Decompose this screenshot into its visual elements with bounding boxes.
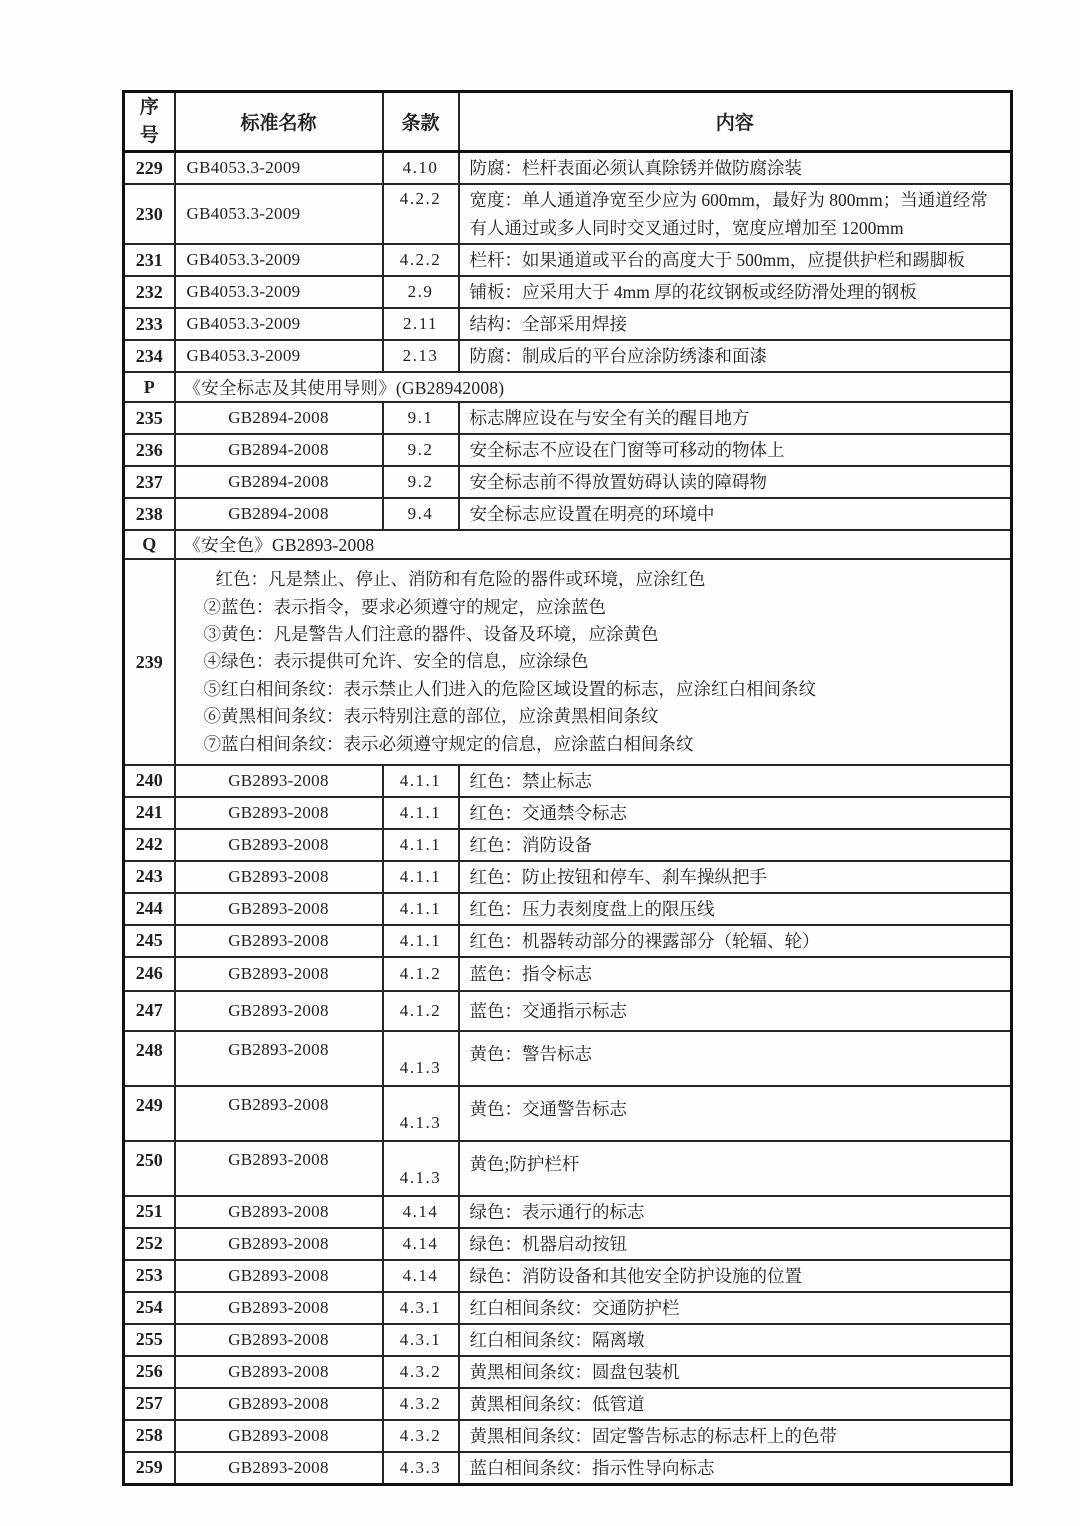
- standard-name-cell: GB2893-2008: [175, 1292, 383, 1324]
- table-row: [124, 1141, 1012, 1196]
- standard-name-cell: GB2893-2008: [175, 861, 383, 893]
- standard-name-cell: GB2894-2008: [175, 498, 383, 530]
- content-cell: 红色：消防设备: [459, 829, 1012, 861]
- clause-cell: 4.1.3: [383, 1086, 459, 1141]
- clause-cell: 4.1.1: [383, 893, 459, 925]
- content-cell: 绿色：机器启动按钮: [459, 1228, 1012, 1260]
- standard-name-cell: GB2893-2008: [175, 1420, 383, 1452]
- clause-cell: 4.1.2: [383, 991, 459, 1031]
- clause-cell: 4.1.3: [383, 1031, 459, 1086]
- table-row: [124, 1452, 1012, 1485]
- row-number-cell: 254: [124, 1292, 175, 1324]
- clause-cell: 2.13: [383, 340, 459, 372]
- table-row: [124, 957, 1012, 991]
- table-row: [124, 861, 1012, 893]
- content-cell: 黄黑相间条纹：低管道: [459, 1388, 1012, 1420]
- header-number-label: 序号: [139, 97, 159, 146]
- standards-table: [122, 90, 1013, 1486]
- row-number-cell: 242: [124, 829, 175, 861]
- row-number-cell: 235: [124, 402, 175, 434]
- clause-cell: 4.3.1: [383, 1292, 459, 1324]
- row-number-cell: 246: [124, 957, 175, 991]
- row-number-cell: 258: [124, 1420, 175, 1452]
- content-cell: 黄色;防护栏杆: [459, 1141, 1012, 1196]
- clause-cell: 9.2: [383, 466, 459, 498]
- content-cell: 安全标志不应设在门窗等可移动的物体上: [459, 434, 1012, 466]
- standard-name-cell: GB4053.3-2009: [175, 340, 383, 372]
- content-cell: 红色：防止按钮和停车、刹车操纵把手: [459, 861, 1012, 893]
- legend-line: ⑦蓝白相间条纹：表示必须遵守规定的信息，应涂蓝白相间条纹: [203, 733, 694, 754]
- table-row: [124, 1260, 1012, 1292]
- standard-name-cell: GB2893-2008: [175, 1388, 383, 1420]
- clause-cell: 4.10: [383, 152, 459, 185]
- content-cell: 蓝色：指令标志: [459, 957, 1012, 991]
- content-cell: 蓝色：交通指示标志: [459, 991, 1012, 1031]
- content-cell: 铺板：应采用大于 4mm 厚的花纹钢板或经防滑处理的钢板: [459, 276, 1012, 308]
- content-cell: 红白相间条纹：交通防护栏: [459, 1292, 1012, 1324]
- header-cell-standard-name: 标准名称: [175, 92, 383, 152]
- clause-cell: 9.4: [383, 498, 459, 530]
- content-cell: 宽度：单人通道净宽至少应为 600mm，最好为 800mm；当通道经常有人通过或多人同时交叉通过时，宽度应增加至 1200mm: [459, 184, 1012, 244]
- clause-cell: 4.1.1: [383, 797, 459, 829]
- table-row: [124, 559, 1012, 765]
- clause-cell: 4.14: [383, 1196, 459, 1228]
- clause-cell: 9.2: [383, 434, 459, 466]
- table-row: [124, 1228, 1012, 1260]
- table-row: [124, 372, 1012, 402]
- table-row: [124, 276, 1012, 308]
- content-cell: 结构：全部采用焊接: [459, 308, 1012, 340]
- standard-name-cell: GB2893-2008: [175, 1452, 383, 1485]
- standard-name-cell: GB4053.3-2009: [175, 308, 383, 340]
- content-cell: 标志牌应设在与安全有关的醒目地方: [459, 402, 1012, 434]
- table-header-row: [124, 92, 1012, 152]
- clause-cell: 4.1.1: [383, 829, 459, 861]
- header-cell-content: 内容: [459, 92, 1012, 152]
- clause-cell: 4.3.2: [383, 1356, 459, 1388]
- table-row: [124, 402, 1012, 434]
- content-cell: 防腐：栏杆表面必须认真除锈并做防腐涂装: [459, 152, 1012, 185]
- row-number-cell: 238: [124, 498, 175, 530]
- clause-cell: 9.1: [383, 402, 459, 434]
- standard-name-cell: GB2893-2008: [175, 1141, 383, 1196]
- clause-cell: 4.1.1: [383, 765, 459, 797]
- standard-name-cell: GB4053.3-2009: [175, 184, 383, 244]
- standard-name-cell: GB2893-2008: [175, 1324, 383, 1356]
- standard-name-cell: GB4053.3-2009: [175, 276, 383, 308]
- row-number-cell: 230: [124, 184, 175, 244]
- content-cell: 栏杆：如果通道或平台的高度大于 500mm，应提供护栏和踢脚板: [459, 244, 1012, 276]
- row-number-cell: 251: [124, 1196, 175, 1228]
- content-cell: 红色：禁止标志: [459, 765, 1012, 797]
- table-row: [124, 308, 1012, 340]
- standard-name-cell: GB4053.3-2009: [175, 152, 383, 185]
- table-row: [124, 1420, 1012, 1452]
- color-legend-cell: [175, 559, 1012, 765]
- standard-name-cell: GB2893-2008: [175, 1086, 383, 1141]
- standard-name-cell: GB2893-2008: [175, 991, 383, 1031]
- header-cell-number: [124, 92, 175, 152]
- row-number-cell: 256: [124, 1356, 175, 1388]
- clause-cell: 4.1.1: [383, 861, 459, 893]
- clause-cell: 4.3.2: [383, 1388, 459, 1420]
- standard-name-cell: GB2893-2008: [175, 1196, 383, 1228]
- table-row: [124, 765, 1012, 797]
- header-cell-clause: 条款: [383, 92, 459, 152]
- content-cell: 绿色：表示通行的标志: [459, 1196, 1012, 1228]
- row-number-cell: 257: [124, 1388, 175, 1420]
- clause-cell: 2.11: [383, 308, 459, 340]
- standard-name-cell: GB2893-2008: [175, 925, 383, 957]
- content-cell: 安全标志前不得放置妨碍认读的障碍物: [459, 466, 1012, 498]
- legend-line: ②蓝色：表示指令，要求必须遵守的规定，应涂蓝色: [203, 596, 606, 617]
- table-row: [124, 466, 1012, 498]
- table-row: [124, 1292, 1012, 1324]
- table-row: [124, 893, 1012, 925]
- row-number-cell: 245: [124, 925, 175, 957]
- row-number-cell: 232: [124, 276, 175, 308]
- standard-name-cell: GB2893-2008: [175, 1228, 383, 1260]
- standard-name-cell: GB2893-2008: [175, 1260, 383, 1292]
- table-row: [124, 1356, 1012, 1388]
- legend-line: 红色：凡是禁止、停止、消防和有危险的器件或环境，应涂红色: [215, 569, 706, 590]
- clause-cell: 4.1.2: [383, 957, 459, 991]
- row-number-cell: 236: [124, 434, 175, 466]
- standards-table-body: [124, 152, 1012, 1485]
- table-row: [124, 829, 1012, 861]
- table-row: [124, 152, 1012, 185]
- clause-cell: 4.3.3: [383, 1452, 459, 1485]
- clause-cell: 4.1.1: [383, 925, 459, 957]
- table-row: [124, 1388, 1012, 1420]
- content-cell: 蓝白相间条纹：指示性导向标志: [459, 1452, 1012, 1485]
- clause-cell: 4.2.2: [383, 244, 459, 276]
- standard-name-cell: GB2893-2008: [175, 957, 383, 991]
- table-row: [124, 925, 1012, 957]
- content-cell: 红色：交通禁令标志: [459, 797, 1012, 829]
- content-cell: 红白相间条纹：隔离墩: [459, 1324, 1012, 1356]
- standard-name-cell: GB2894-2008: [175, 402, 383, 434]
- row-number-cell: 250: [124, 1141, 175, 1196]
- clause-cell: 2.9: [383, 276, 459, 308]
- row-number-cell: 234: [124, 340, 175, 372]
- row-number-cell: 233: [124, 308, 175, 340]
- legend-line: ③黄色：凡是警告人们注意的器件、设备及环境，应涂黄色: [203, 623, 659, 644]
- clause-cell: 4.1.3: [383, 1141, 459, 1196]
- content-cell: 黄黑相间条纹：固定警告标志的标志杆上的色带: [459, 1420, 1012, 1452]
- table-row: [124, 340, 1012, 372]
- row-number-cell: 252: [124, 1228, 175, 1260]
- row-number-cell: 240: [124, 765, 175, 797]
- standard-name-cell: GB4053.3-2009: [175, 244, 383, 276]
- content-cell: 安全标志应设置在明亮的环境中: [459, 498, 1012, 530]
- legend-line: ④绿色：表示提供可允许、安全的信息，应涂绿色: [203, 651, 589, 672]
- content-cell: 黄色：交通警告标志: [459, 1086, 1012, 1141]
- content-cell: 黄黑相间条纹：圆盘包装机: [459, 1356, 1012, 1388]
- clause-cell: 4.14: [383, 1260, 459, 1292]
- table-row: [124, 244, 1012, 276]
- row-number-cell: 231: [124, 244, 175, 276]
- table-row: [124, 184, 1012, 244]
- table-row: [124, 1324, 1012, 1356]
- row-number-cell: 253: [124, 1260, 175, 1292]
- table-row: [124, 1086, 1012, 1141]
- standard-name-cell: GB2893-2008: [175, 1356, 383, 1388]
- clause-cell: 4.3.2: [383, 1420, 459, 1452]
- row-number-cell: 255: [124, 1324, 175, 1356]
- table-row: [124, 1031, 1012, 1086]
- row-number-cell: Q: [124, 530, 175, 559]
- standard-name-cell: GB2894-2008: [175, 466, 383, 498]
- row-number-cell: 249: [124, 1086, 175, 1141]
- row-number-cell: 237: [124, 466, 175, 498]
- standard-name-cell: GB2893-2008: [175, 1031, 383, 1086]
- row-number-cell: 248: [124, 1031, 175, 1086]
- row-number-cell: 259: [124, 1452, 175, 1485]
- table-row: [124, 991, 1012, 1031]
- standard-name-cell: GB2894-2008: [175, 434, 383, 466]
- row-number-cell: 241: [124, 797, 175, 829]
- row-number-cell: 244: [124, 893, 175, 925]
- standard-name-cell: GB2893-2008: [175, 765, 383, 797]
- content-cell: 黄色：警告标志: [459, 1031, 1012, 1086]
- row-number-cell: P: [124, 372, 175, 402]
- legend-line: ⑤红白相间条纹：表示禁止人们进入的危险区域设置的标志，应涂红白相间条纹: [203, 678, 816, 699]
- section-title-cell: 《安全色》GB2893-2008: [175, 530, 1012, 559]
- clause-cell: 4.3.1: [383, 1324, 459, 1356]
- row-number-cell: 239: [124, 559, 175, 765]
- content-cell: 防腐：制成后的平台应涂防绣漆和面漆: [459, 340, 1012, 372]
- row-number-cell: 229: [124, 152, 175, 185]
- table-row: [124, 434, 1012, 466]
- table-row: [124, 1196, 1012, 1228]
- content-cell: 红色：压力表刻度盘上的限压线: [459, 893, 1012, 925]
- standard-name-cell: GB2893-2008: [175, 893, 383, 925]
- table-row: [124, 530, 1012, 559]
- legend-line: ⑥黄黑相间条纹：表示特别注意的部位，应涂黄黑相间条纹: [203, 706, 659, 727]
- table-row: [124, 797, 1012, 829]
- standard-name-cell: GB2893-2008: [175, 829, 383, 861]
- clause-cell: 4.14: [383, 1228, 459, 1260]
- standard-name-cell: GB2893-2008: [175, 797, 383, 829]
- row-number-cell: 243: [124, 861, 175, 893]
- row-number-cell: 247: [124, 991, 175, 1031]
- table-row: [124, 498, 1012, 530]
- section-title-cell: 《安全标志及其使用导则》(GB28942008): [175, 372, 1012, 402]
- content-cell: 红色：机器转动部分的裸露部分（轮辐、轮）: [459, 925, 1012, 957]
- clause-cell: 4.2.2: [383, 184, 459, 244]
- content-cell: 绿色：消防设备和其他安全防护设施的位置: [459, 1260, 1012, 1292]
